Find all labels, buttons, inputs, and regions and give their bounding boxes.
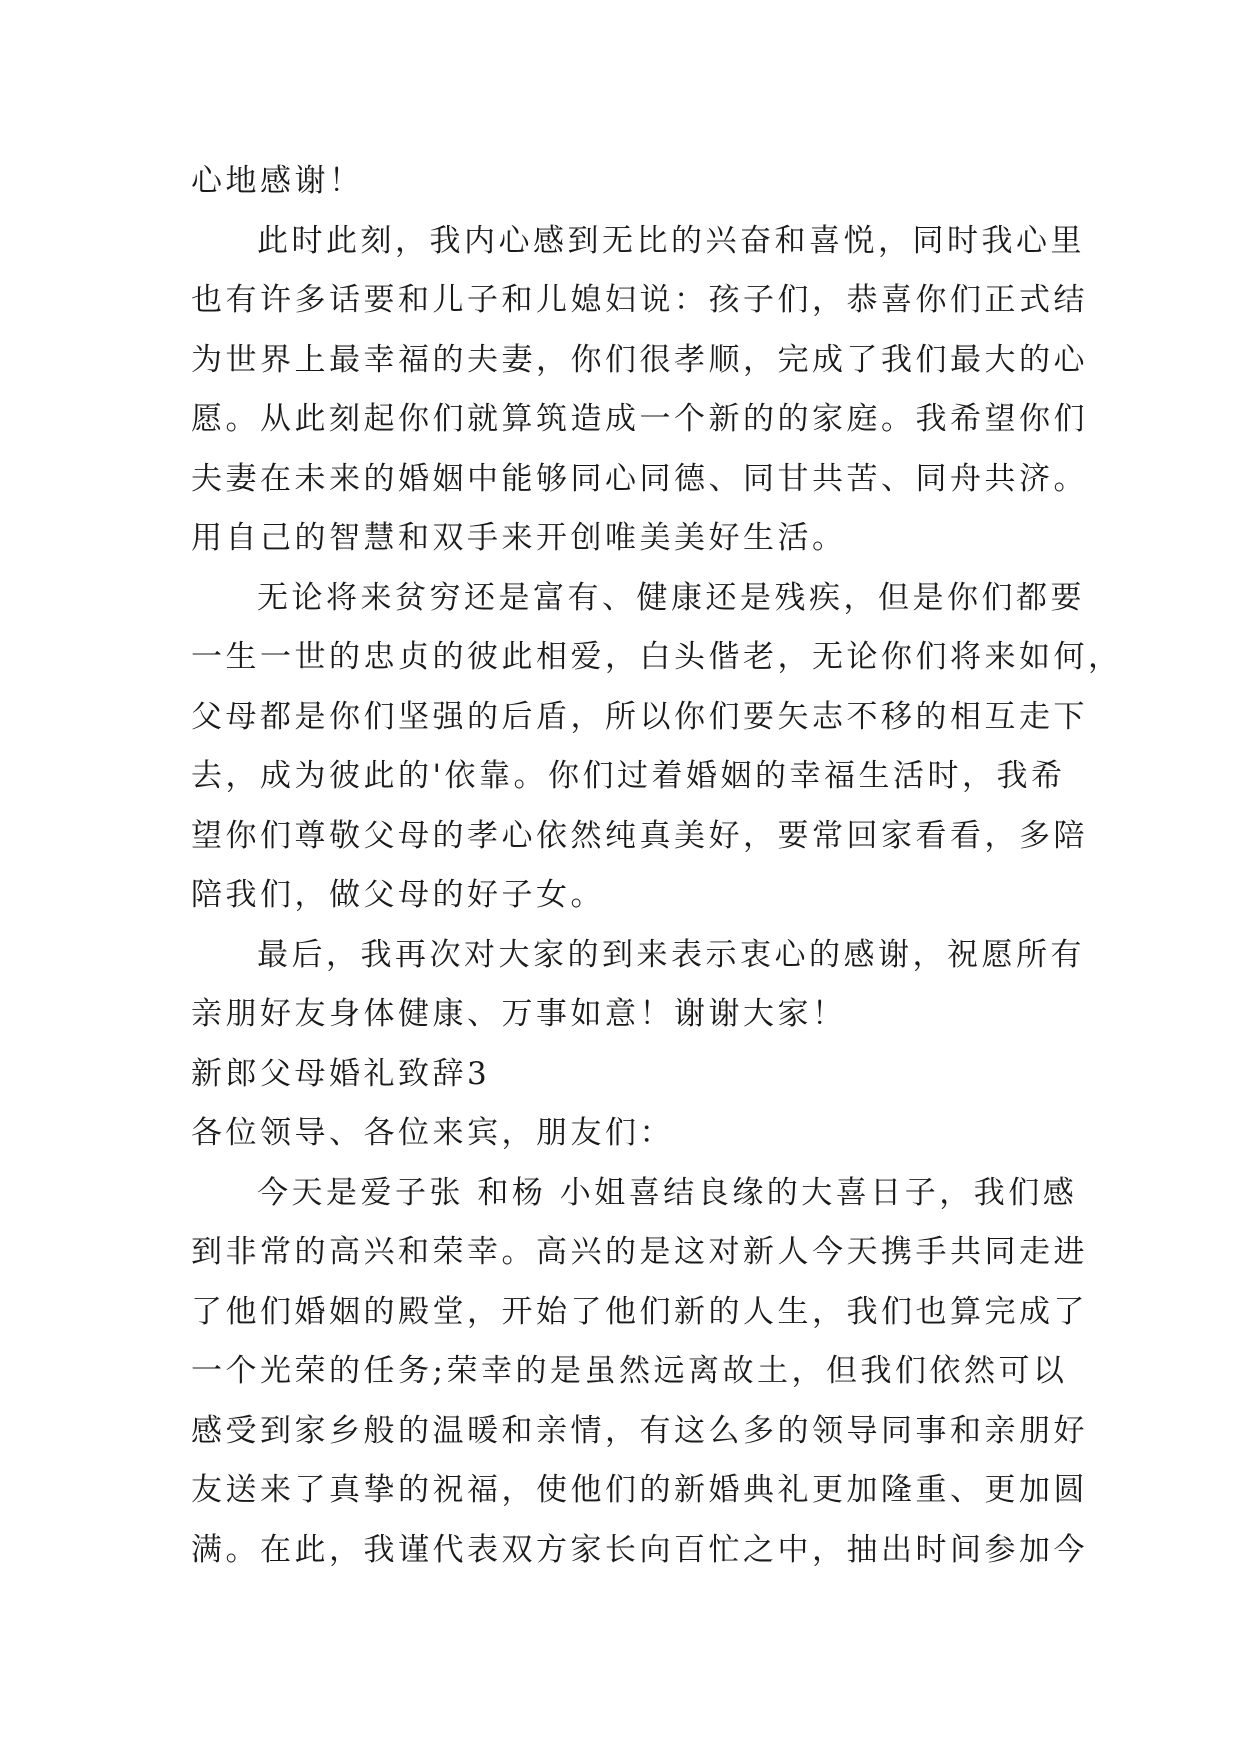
text-line: 为世界上最幸福的夫妻，你们很孝顺，完成了我们最大的心 [191,341,1088,378]
document-body [191,152,1123,1580]
text-line: 了他们婚姻的殿堂，开始了他们新的人生，我们也算完成了 [191,1293,1088,1330]
text-line: 也有许多话要和儿子和儿媳妇说：孩子们，恭喜你们正式结 [191,282,1088,318]
text-line: 父母都是你们坚强的后盾，所以你们要矢志不移的相互走下 [191,698,1088,735]
text-line: 望你们尊敬父母的孝心依然纯真美好，要常回家看看，多陪 [191,817,1088,854]
text-line: 夫妻在未来的婚姻中能够同心同德、同甘共苦、同舟共济。 [191,460,1088,497]
section-heading: 新郎父母婚礼致辞3 [191,1055,491,1092]
text-line: 到非常的高兴和荣幸。高兴的是这对新人今天携手共同走进 [191,1234,1088,1270]
salutation-line: 各位领导、各位来宾，朋友们： [191,1115,674,1151]
text-line: 友送来了真挚的祝福，使他们的新婚典礼更加隆重、更加圆 [191,1472,1088,1508]
text-line: 心地感谢！ [191,163,364,199]
text-line: 一生一世的忠贞的彼此相爱，白头偕老，无论你们将来如何， [191,639,1123,675]
text-line: 一个光荣的任务;荣幸的是虽然远离故土，但我们依然可以 [191,1353,1068,1389]
text-line: 亲朋好友身体健康、万事如意！谢谢大家！ [191,996,847,1032]
text-line: 愿。从此刻起你们就算筑造成一个新的的家庭。我希望你们 [191,401,1088,437]
paragraph-start-line: 此时此刻，我内心感到无比的兴奋和喜悦，同时我心里 [257,222,1085,259]
text-line: 去，成为彼此的'依靠。你们过着婚姻的幸福生活时，我希 [191,758,1066,794]
paragraph-start-line: 最后，我再次对大家的到来表示衷心的感谢，祝愿所有 [257,936,1085,973]
text-line: 用自己的智慧和双手来开创唯美美好生活。 [191,520,847,556]
text-line: 满。在此，我谨代表双方家长向百忙之中，抽出时间参加今 [191,1531,1088,1568]
paragraph-start-line: 无论将来贫穷还是富有、健康还是残疾，但是你们都要 [257,579,1085,616]
text-line: 陪我们，做父母的好子女。 [191,877,605,913]
paragraph-start-line: 今天是爱子张 和杨 小姐喜结良缘的大喜日子，我们感 [257,1174,1078,1211]
text-line: 感受到家乡般的温暖和亲情，有这么多的领导同事和亲朋好 [191,1412,1088,1449]
